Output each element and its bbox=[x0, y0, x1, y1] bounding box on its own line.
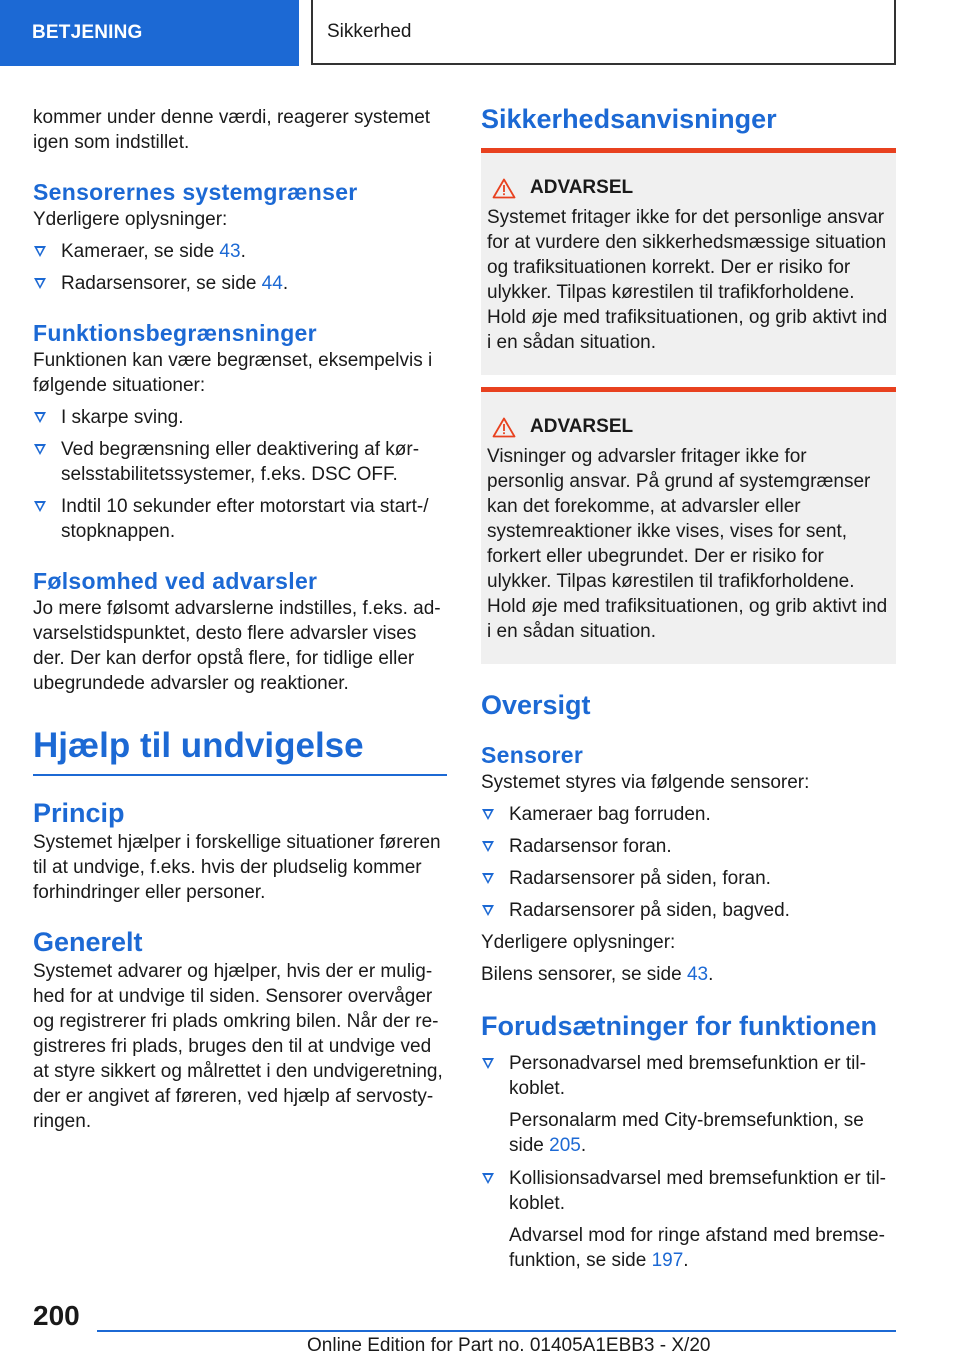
sensors-more: Yderligere oplysninger: bbox=[481, 932, 676, 953]
page-link[interactable]: 43 bbox=[219, 241, 241, 262]
sensitivity-heading: Følsomhed ved advarsler bbox=[33, 568, 318, 594]
requirements-list bbox=[481, 1051, 896, 1273]
bullet-icon bbox=[34, 444, 46, 455]
list-item: Personadvarsel med bremsefunktion er tilkoblet. Personalarm med City-bremsefunktion, se side 205. bbox=[481, 1051, 896, 1158]
list-item: Kameraer bag forruden. bbox=[481, 802, 896, 827]
list-item: Kameraer, se side 43. bbox=[33, 239, 447, 264]
function-limits-heading: Funktionsbegrænsninger bbox=[33, 320, 317, 346]
page-link[interactable]: 43 bbox=[686, 964, 709, 985]
right-column bbox=[481, 100, 896, 1273]
page-link[interactable]: 44 bbox=[261, 273, 283, 294]
warning-box bbox=[481, 148, 896, 375]
footer-rule bbox=[97, 1330, 896, 1332]
list-item: Radarsensorer på siden, foran. bbox=[481, 866, 896, 891]
principle-text: Systemet hjælper i forskellige situationer føreren til at undvige, f.eks. hvis der pludselig kommer forhindringer eller personer. bbox=[33, 832, 441, 903]
requirements-heading: Forudsætninger for funktionen bbox=[481, 1011, 877, 1041]
bullet-icon bbox=[482, 1173, 494, 1184]
sensor-limits-text: Yderligere oplysninger: bbox=[33, 209, 228, 230]
bullet-icon bbox=[482, 809, 494, 820]
list-item: Radarsensorer, se side 44. bbox=[33, 271, 447, 296]
list-item: I skarpe sving. bbox=[33, 405, 447, 430]
bullet-icon bbox=[482, 873, 494, 884]
edition-text: Online Edition for Part no. 01405A1EBB3 - X/20 bbox=[307, 1335, 711, 1356]
general-heading: Generelt bbox=[33, 927, 143, 957]
principle-heading: Princip bbox=[33, 798, 125, 828]
sensitivity-text: Jo mere følsomt advarslerne indstilles, f.eks. advarselstidspunktet, desto flere advarsler vises der. Der kan derfor opstå flere, for tidlige eller ubegrundede advarsler og reaktioner. bbox=[33, 598, 441, 694]
safety-heading: Sikkerhedsanvisninger bbox=[481, 104, 777, 134]
function-limits-list bbox=[33, 405, 447, 544]
list-item: Radarsensor foran. bbox=[481, 834, 896, 859]
page-link[interactable]: 197 bbox=[651, 1250, 684, 1271]
warning-triangle-icon bbox=[492, 178, 516, 199]
sensor-limits-list bbox=[33, 239, 447, 296]
warning-box bbox=[481, 387, 896, 664]
bullet-icon bbox=[482, 841, 494, 852]
page-link[interactable]: 205 bbox=[549, 1135, 581, 1156]
intro-text: kommer under denne værdi, reagerer systemet igen som indstillet. bbox=[33, 107, 431, 153]
list-item: Kollisionsadvarsel med bremsefunktion er tilkoblet. Advarsel mod for ringe afstand med bremsefunktion, se side 197. bbox=[481, 1166, 896, 1273]
title-rule bbox=[33, 774, 447, 776]
chapter-header bbox=[311, 0, 896, 65]
warning-text: Visninger og advarsler fritager ikke for personlig ansvar. På grund af systemgrænser kan det forekomme, at advarsler eller systemreaktioner ikke vises, vises for sent, forkert eller ubegrundet. Der er risiko for ulykker. Tilpas kørestilen til trafikforholdene. Hold øje med trafiksituationen, og grib aktivt ind i en sådan situation. bbox=[487, 446, 888, 642]
warning-text: Systemet fritager ikke for det personlige ansvar for at vurdere den sikkerhedsmæssige situation og trafiksituationen korrekt. Der er risiko for ulykker. Tilpas kørestilen til trafikforholdene. Hold øje med trafiksituationen, og grib aktivt ind i en sådan situation. bbox=[487, 207, 888, 353]
overview-heading: Oversigt bbox=[481, 690, 591, 720]
function-limits-text: Funktionen kan være begrænset, eksempelvis i følgende situationer: bbox=[33, 350, 433, 396]
chapter-tab bbox=[0, 0, 299, 66]
page-number: 200 bbox=[33, 1300, 80, 1331]
sensors-list bbox=[481, 802, 896, 923]
chapter-title: Sikkerhed bbox=[327, 20, 412, 42]
bullet-icon bbox=[34, 246, 46, 257]
bullet-icon bbox=[482, 1058, 494, 1069]
sensors-heading: Sensorer bbox=[481, 742, 584, 768]
sensors-text: Systemet styres via følgende sensorer: bbox=[481, 772, 810, 793]
general-text: Systemet advarer og hjælper, hvis der er mulighed for at undvige til siden. Sensorer overvåger og registrerer fri plads omkring bilen. Når der registreres fri plads, bruges den til at undvige ved at styre sikkert og målrettet i den undvigeretning, der er angivet af føreren, ved hjælp af servostyringen. bbox=[33, 961, 443, 1132]
warning-title: ADVARSEL bbox=[530, 177, 634, 198]
left-column bbox=[33, 100, 447, 1134]
sensor-limits-heading: Sensorernes systemgrænser bbox=[33, 179, 358, 205]
warning-title: ADVARSEL bbox=[530, 416, 634, 437]
bullet-icon bbox=[34, 412, 46, 423]
main-title: Hjælp til undvigelse bbox=[33, 726, 364, 765]
bullet-icon bbox=[34, 501, 46, 512]
bullet-icon bbox=[482, 905, 494, 916]
list-item: Radarsensorer på siden, bagved. bbox=[481, 898, 896, 923]
section-title: BETJENING bbox=[32, 22, 143, 43]
sensors-ref: Bilens sensorer, se side 43. bbox=[481, 964, 714, 985]
warning-triangle-icon bbox=[492, 417, 516, 438]
list-item: Ved begrænsning eller deaktivering af kørselsstabilitetssystemer, f.eks. DSC OFF. bbox=[33, 437, 447, 487]
list-item: Indtil 10 sekunder efter motorstart via start-/ stopknappen. bbox=[33, 494, 447, 544]
bullet-icon bbox=[34, 278, 46, 289]
